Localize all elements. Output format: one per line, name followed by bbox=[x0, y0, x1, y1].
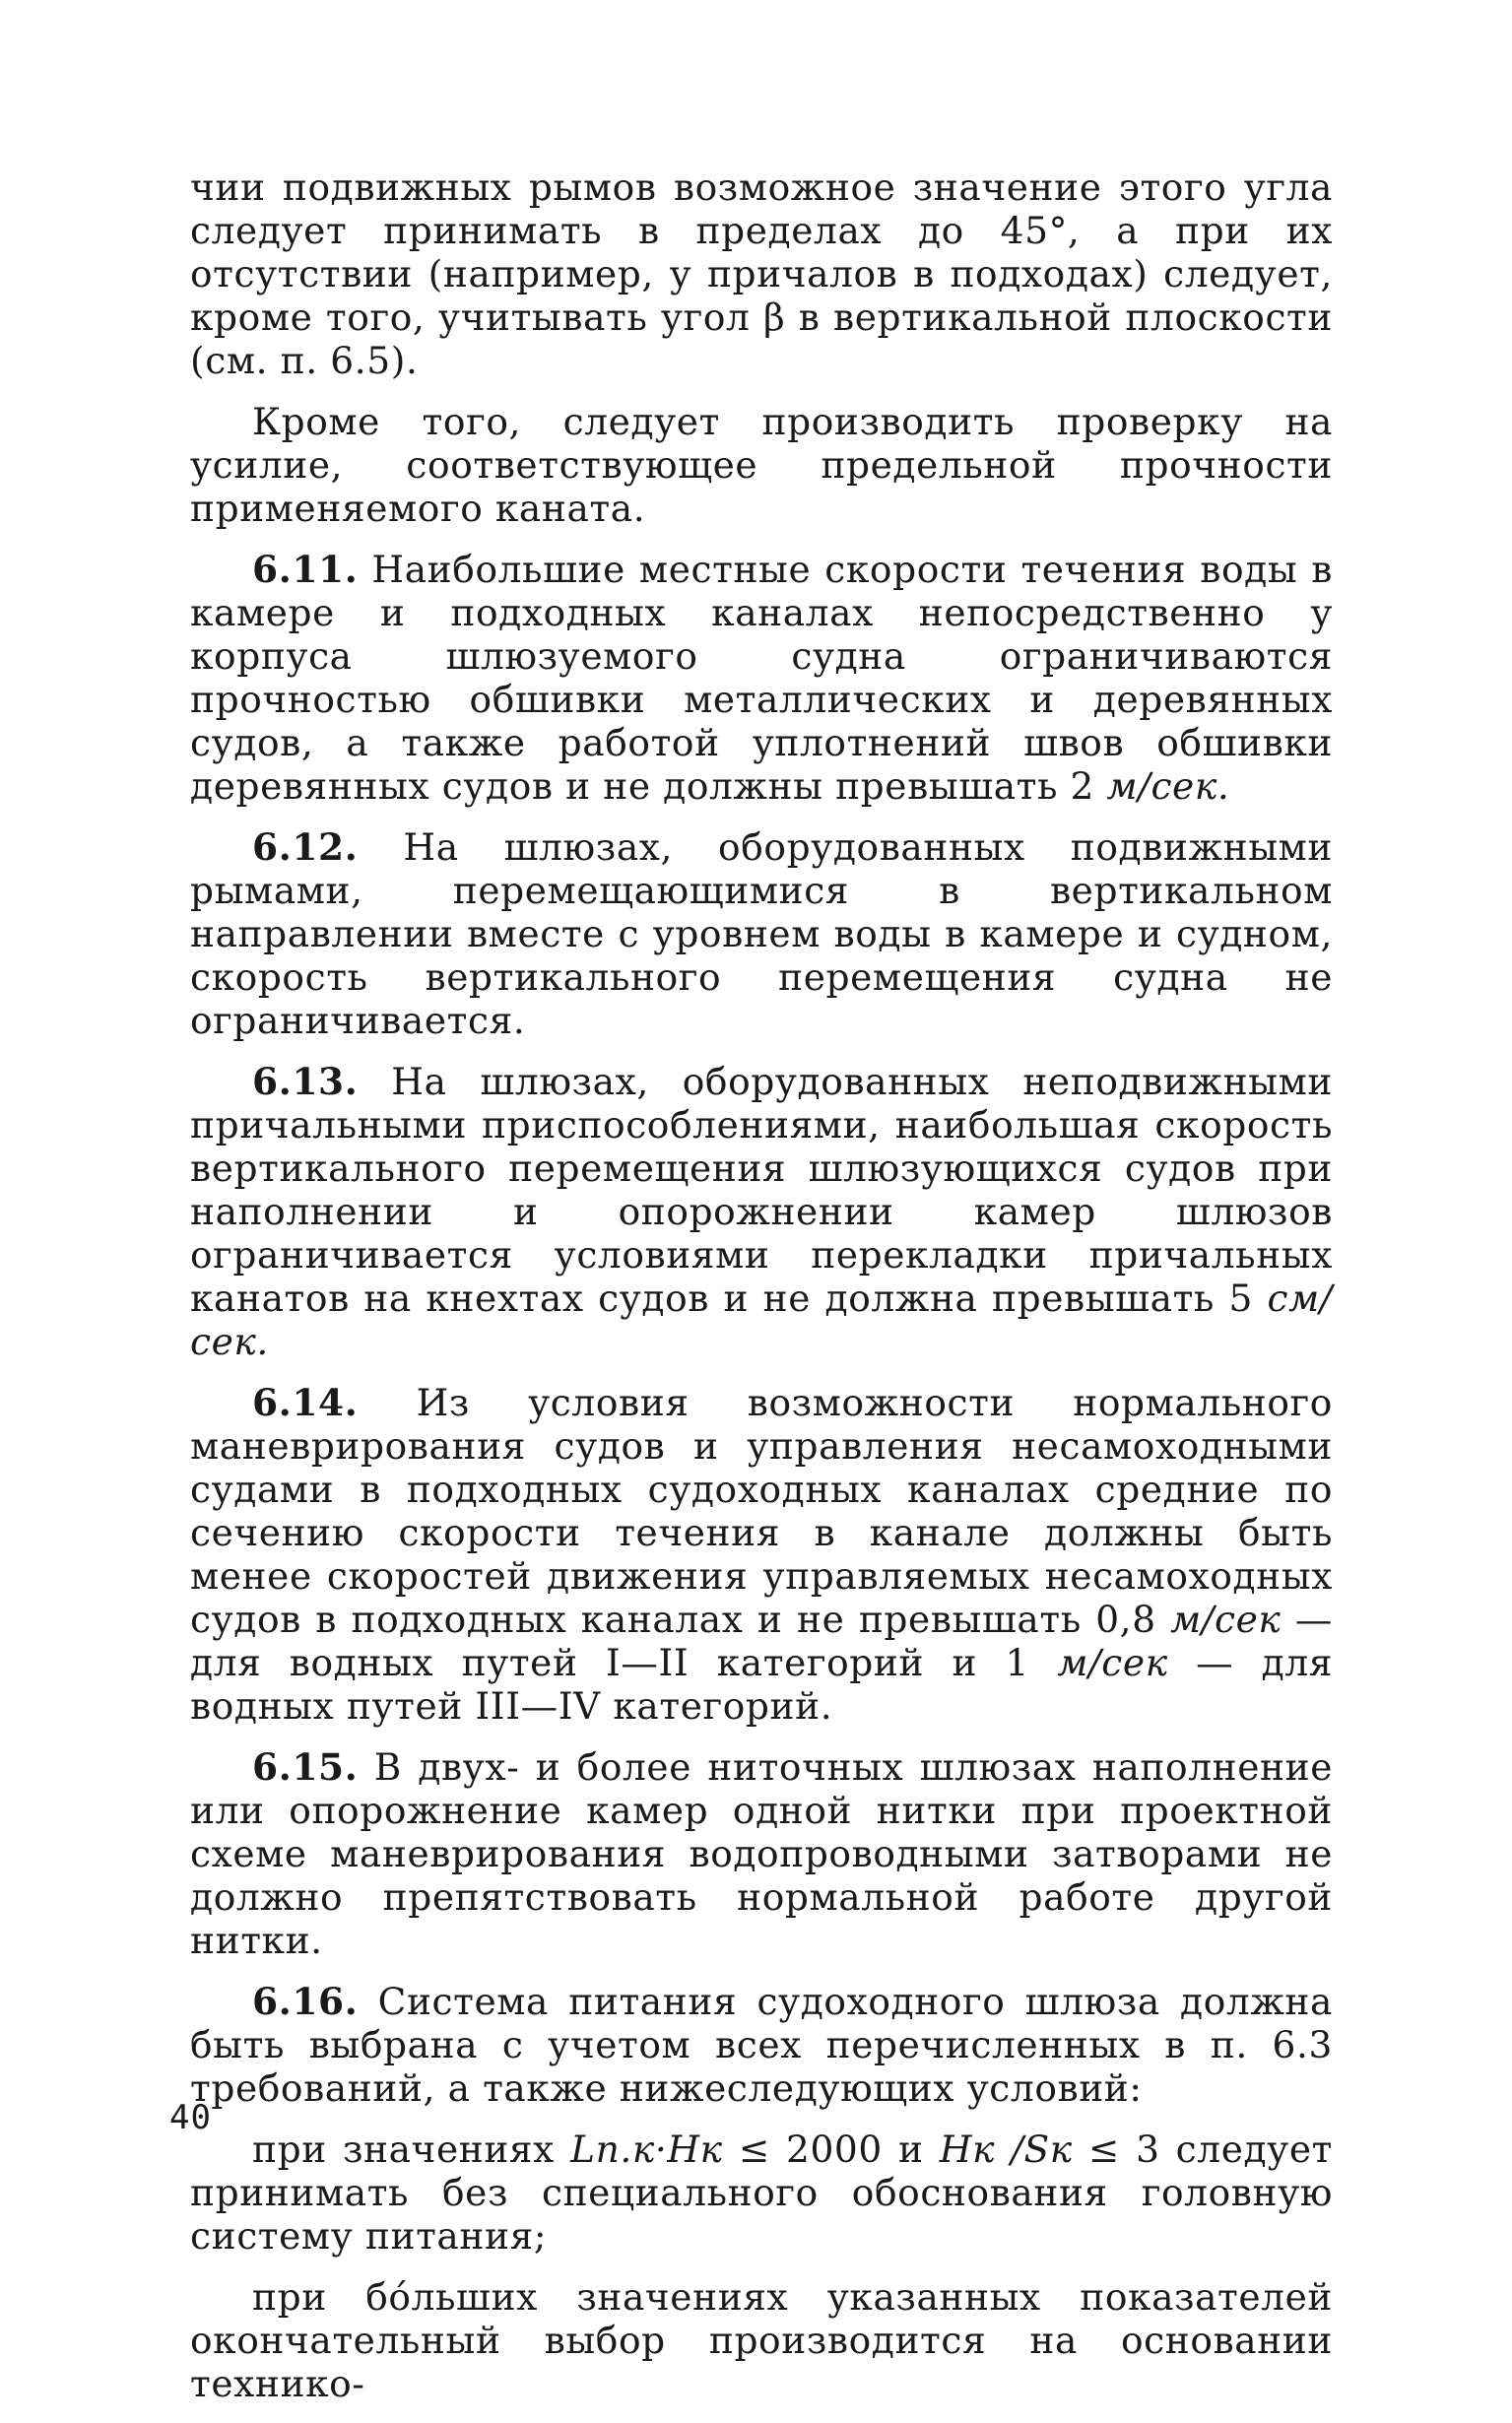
section-number: 6.13. bbox=[252, 1060, 359, 1103]
paragraph-text: при бо́льших значениях указанных показателей окончательный выбор производится на основании технико- bbox=[190, 2275, 1333, 2405]
unit-text: м/сек bbox=[1057, 1641, 1168, 1684]
formula: Hк /Sк bbox=[939, 2128, 1073, 2171]
section-number: 6.15. bbox=[252, 1745, 359, 1789]
section-number: 6.11. bbox=[252, 548, 359, 591]
paragraph-text: Из условия возможности нормального маневрирования судов и управления несамоходными судами в подходных судоходных каналах средние по сечению скорости течения в канале должны быть менее скоростей движения управляемых несамоходных судов в подходных каналах и не превышать 0,8 bbox=[190, 1381, 1333, 1641]
formula: Lп.к·Hк bbox=[570, 2128, 723, 2171]
paragraph-rope-check bbox=[190, 400, 1333, 530]
paragraph-text-tail: — для водных путей I—II категорий и 1 bbox=[190, 1598, 1333, 1684]
unit-text: м/сек. bbox=[1106, 764, 1230, 808]
paragraph-text: ≤ 3 следует принимать без специального обоснования головную систему питания; bbox=[190, 2128, 1333, 2258]
document-body bbox=[190, 165, 1333, 2423]
paragraph-6-11 bbox=[190, 548, 1333, 808]
paragraph-6-14 bbox=[190, 1381, 1333, 1728]
paragraph-text: чии подвижных рымов возможное значение этого угла следует принимать в пределах до 45°, а при их отсутствии (например, у причалов в подходах) следует, кроме того, учитывать угол β в вертикальной плоскости (см. п. 6.5). bbox=[190, 165, 1333, 382]
paragraph-text: Наибольшие местные скорости течения воды в камере и подходных каналах непосредственно у корпуса шлюзуемого судна ограничиваются прочностью обшивки металлических и деревянных судов, а также работой уплотнений швов обшивки деревянных судов и не должны превышать 2 bbox=[190, 548, 1333, 808]
paragraph-continuation bbox=[190, 165, 1333, 382]
paragraph-text: В двух- и более ниточных шлюзах наполнение или опорожнение камер одной нитки при проектной схеме маневрирования водопроводными затворами не должно препятствовать нормальной работе другой нитки. bbox=[190, 1745, 1333, 1962]
paragraph-6-13 bbox=[190, 1060, 1333, 1363]
paragraph-text: Система питания судоходного шлюза должна быть выбрана с учетом всех перечисленных в п. 6.3 требований, а также нижеследующих условий: bbox=[190, 1980, 1333, 2110]
unit-text: см/сек. bbox=[190, 1277, 1333, 1363]
paragraph-6-16 bbox=[190, 1980, 1333, 2110]
section-number: 6.12. bbox=[252, 825, 359, 869]
section-number: 6.14. bbox=[252, 1381, 359, 1424]
paragraph-text-tail: — для водных путей III—IV категорий. bbox=[190, 1641, 1334, 1728]
paragraph-condition-head bbox=[190, 2128, 1333, 2258]
paragraph-condition-other bbox=[190, 2275, 1333, 2405]
section-number: 6.16. bbox=[252, 1980, 359, 2023]
paragraph-text: На шлюзах, оборудованных неподвижными причальными приспособлениями, наибольшая скорость вертикального перемещения шлюзующихся судов при наполнении и опорожнении камер шлюзов ограничивается условиями перекладки причальных канатов на кнехтах судов и не должна превышать 5 bbox=[190, 1060, 1333, 1320]
paragraph-text: На шлюзах, оборудованных подвижными рымами, перемещающимися в вертикальном направлении вместе с уровнем воды в камере и судном, скорость вертикального перемещения судна не ограничивается. bbox=[190, 825, 1334, 1042]
paragraph-text: Кроме того, следует производить проверку на усилие, соответствующее предельной прочности применяемого каната. bbox=[190, 400, 1333, 530]
paragraph-6-12 bbox=[190, 825, 1333, 1042]
unit-text: м/сек bbox=[1170, 1598, 1282, 1641]
paragraph-text: ≤ 2000 и bbox=[722, 2128, 940, 2171]
paragraph-text: при значениях bbox=[252, 2128, 571, 2171]
paragraph-6-15 bbox=[190, 1745, 1333, 1962]
page-number: 40 bbox=[169, 2098, 212, 2137]
